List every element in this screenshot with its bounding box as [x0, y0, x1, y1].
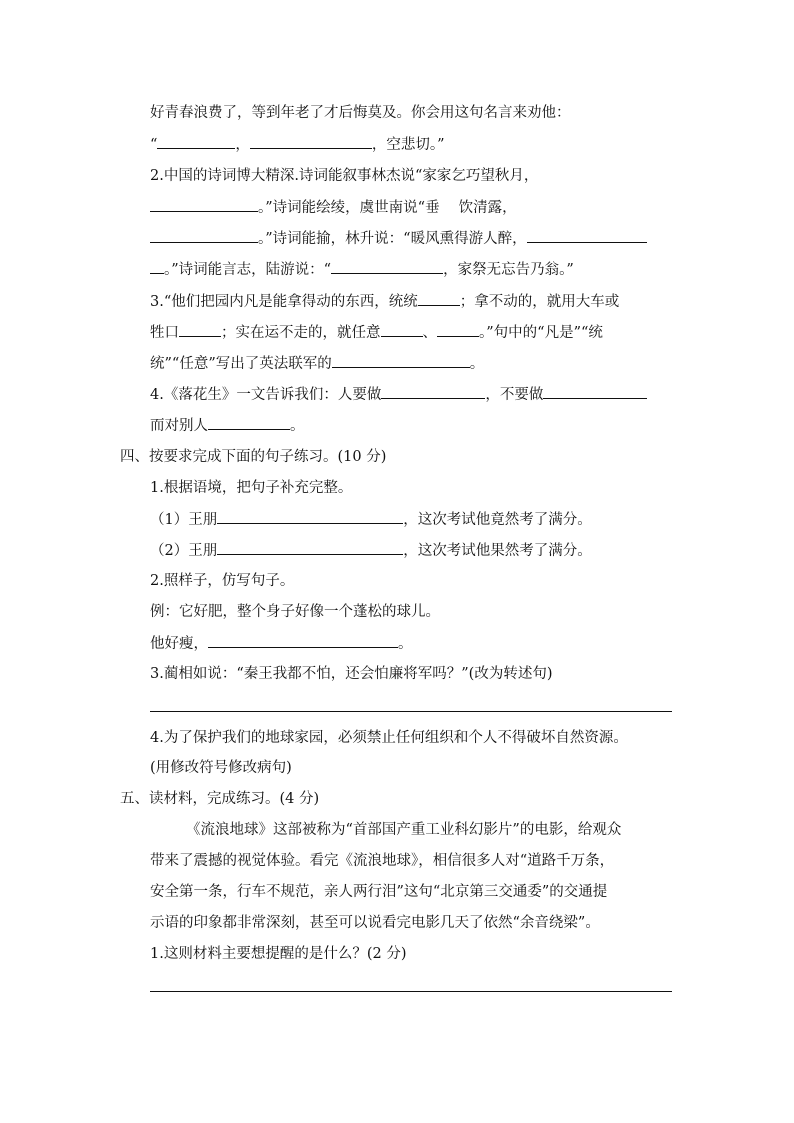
s5-q1-answer-line[interactable]: [150, 991, 672, 992]
blank[interactable]: [437, 322, 479, 337]
s4-q2: 2.照样子，仿写句子。: [150, 573, 295, 589]
text: 。”句中的“凡是”“统: [479, 325, 603, 341]
text: 。: [398, 636, 413, 652]
q1-continuation-line: [150, 103, 571, 123]
q1-answer-line: [150, 134, 445, 154]
text: 而对别人: [150, 418, 208, 434]
blank[interactable]: [381, 322, 423, 337]
q2-line-3: [150, 228, 647, 248]
section-4-title: 四、按要求完成下面的句子练习。(10 分): [120, 449, 387, 465]
text: ，不要做: [485, 387, 544, 403]
s4-q1-a: [150, 509, 592, 529]
text: 3.“他们把园内凡是能拿得动的东西，统统: [150, 294, 418, 310]
text: 4.《落花生》一文告诉我们：人要做: [150, 387, 382, 403]
blank[interactable]: [157, 134, 235, 149]
text: 。”诗词能揄，林升说：“暖风熏得游人醉，: [258, 231, 527, 247]
text: ；拿不动的，就用大车或: [459, 294, 620, 310]
s5-paragraph-line-2: 带来了震撼的视觉体验。看完《流浪地球》，相信很多人对“道路千万条，: [150, 853, 615, 869]
blank[interactable]: [217, 509, 403, 524]
text: “: [150, 137, 158, 153]
blank[interactable]: [527, 228, 647, 243]
text: 牲口: [150, 325, 179, 341]
text: （1）王朋: [150, 512, 218, 528]
blank[interactable]: [179, 322, 221, 337]
s5-paragraph-line-3: 安全第一条，行车不规范，亲人两行泪”这句“北京第三交通委”的交通提: [150, 884, 608, 900]
blank[interactable]: [250, 134, 372, 149]
blank[interactable]: [217, 540, 403, 555]
s4-q4-line-2: (用修改符号修改病句): [150, 760, 292, 776]
text: 2.中国的诗词博大精深.诗词能叙事林杰说“家家乞巧望秋月，: [150, 168, 539, 184]
text: 他好瘦，: [150, 636, 208, 652]
s5-paragraph-line-4: 示语的印象都非常深刻，甚至可以说看完电影几天了依然“余音绕梁”。: [150, 915, 600, 931]
text: 。: [290, 418, 305, 434]
q3-line-2: [150, 322, 603, 342]
q4-line-2: [150, 415, 305, 435]
text: ，: [235, 137, 250, 153]
q3-line-3: [150, 353, 484, 373]
blank[interactable]: [208, 633, 398, 648]
text: 好青春浪费了，等到年老了才后悔莫及。你会用这句名言来劝他：: [150, 105, 571, 121]
blank[interactable]: [543, 384, 647, 399]
q2-line-1: [150, 166, 538, 186]
blank[interactable]: [418, 291, 460, 306]
section-5-title: 五、读材料，完成练习。(4 分): [120, 791, 320, 807]
s4-q3: 3.蔺相如说：“秦王我都不怕，还会怕廉将军吗？”(改为转述句): [150, 666, 553, 682]
s4-q4-line-1: 4.为了保护我们的地球家园，必须禁止任何组织和个人不得破坏自然资源。: [150, 730, 628, 746]
blank[interactable]: [332, 353, 470, 368]
q2-line-4: [150, 259, 574, 279]
s5-q1: 1.这则材料主要想提醒的是什么？(2 分): [150, 946, 407, 962]
text: 。”诗词能绘绫，虞世南说“垂 饮清露，: [258, 200, 517, 216]
blank[interactable]: [381, 384, 485, 399]
text: 。”诗词能言志，陆游说：“: [164, 262, 332, 278]
blank[interactable]: [150, 197, 258, 212]
s4-q2-example: 例：它好肥，整个身子好像一个蓬松的球儿。: [150, 604, 440, 620]
text: ；实在运不走的，就任意: [221, 325, 381, 341]
text: 统”“任意”写出了英法联军的: [150, 356, 332, 372]
text: ，家祭无忘告乃翁。”: [443, 262, 574, 278]
text: 。: [469, 356, 485, 372]
blank[interactable]: [208, 415, 290, 430]
q3-line-1: [150, 291, 619, 311]
s4-q1-b: [150, 540, 592, 560]
text: 、: [422, 325, 437, 341]
text: ，这次考试他果然考了满分。: [403, 543, 592, 559]
q4-line-1: [150, 384, 647, 404]
blank[interactable]: [150, 228, 258, 243]
blank[interactable]: [331, 259, 443, 274]
blank[interactable]: [150, 259, 164, 274]
q2-line-2: [150, 197, 517, 217]
text: ，空悲切。”: [371, 137, 445, 153]
s5-paragraph-line-1: 《流浪地球》这部被称为“首部国产重工业科幻影片”的电影，给观众: [186, 822, 622, 838]
s4-q3-answer-line[interactable]: [150, 711, 672, 712]
text: ，这次考试他竟然考了满分。: [403, 512, 592, 528]
text: （2）王朋: [150, 543, 218, 559]
s4-q1: 1.根据语境，把句子补充完整。: [150, 480, 353, 496]
s4-q2-answer: [150, 633, 413, 653]
